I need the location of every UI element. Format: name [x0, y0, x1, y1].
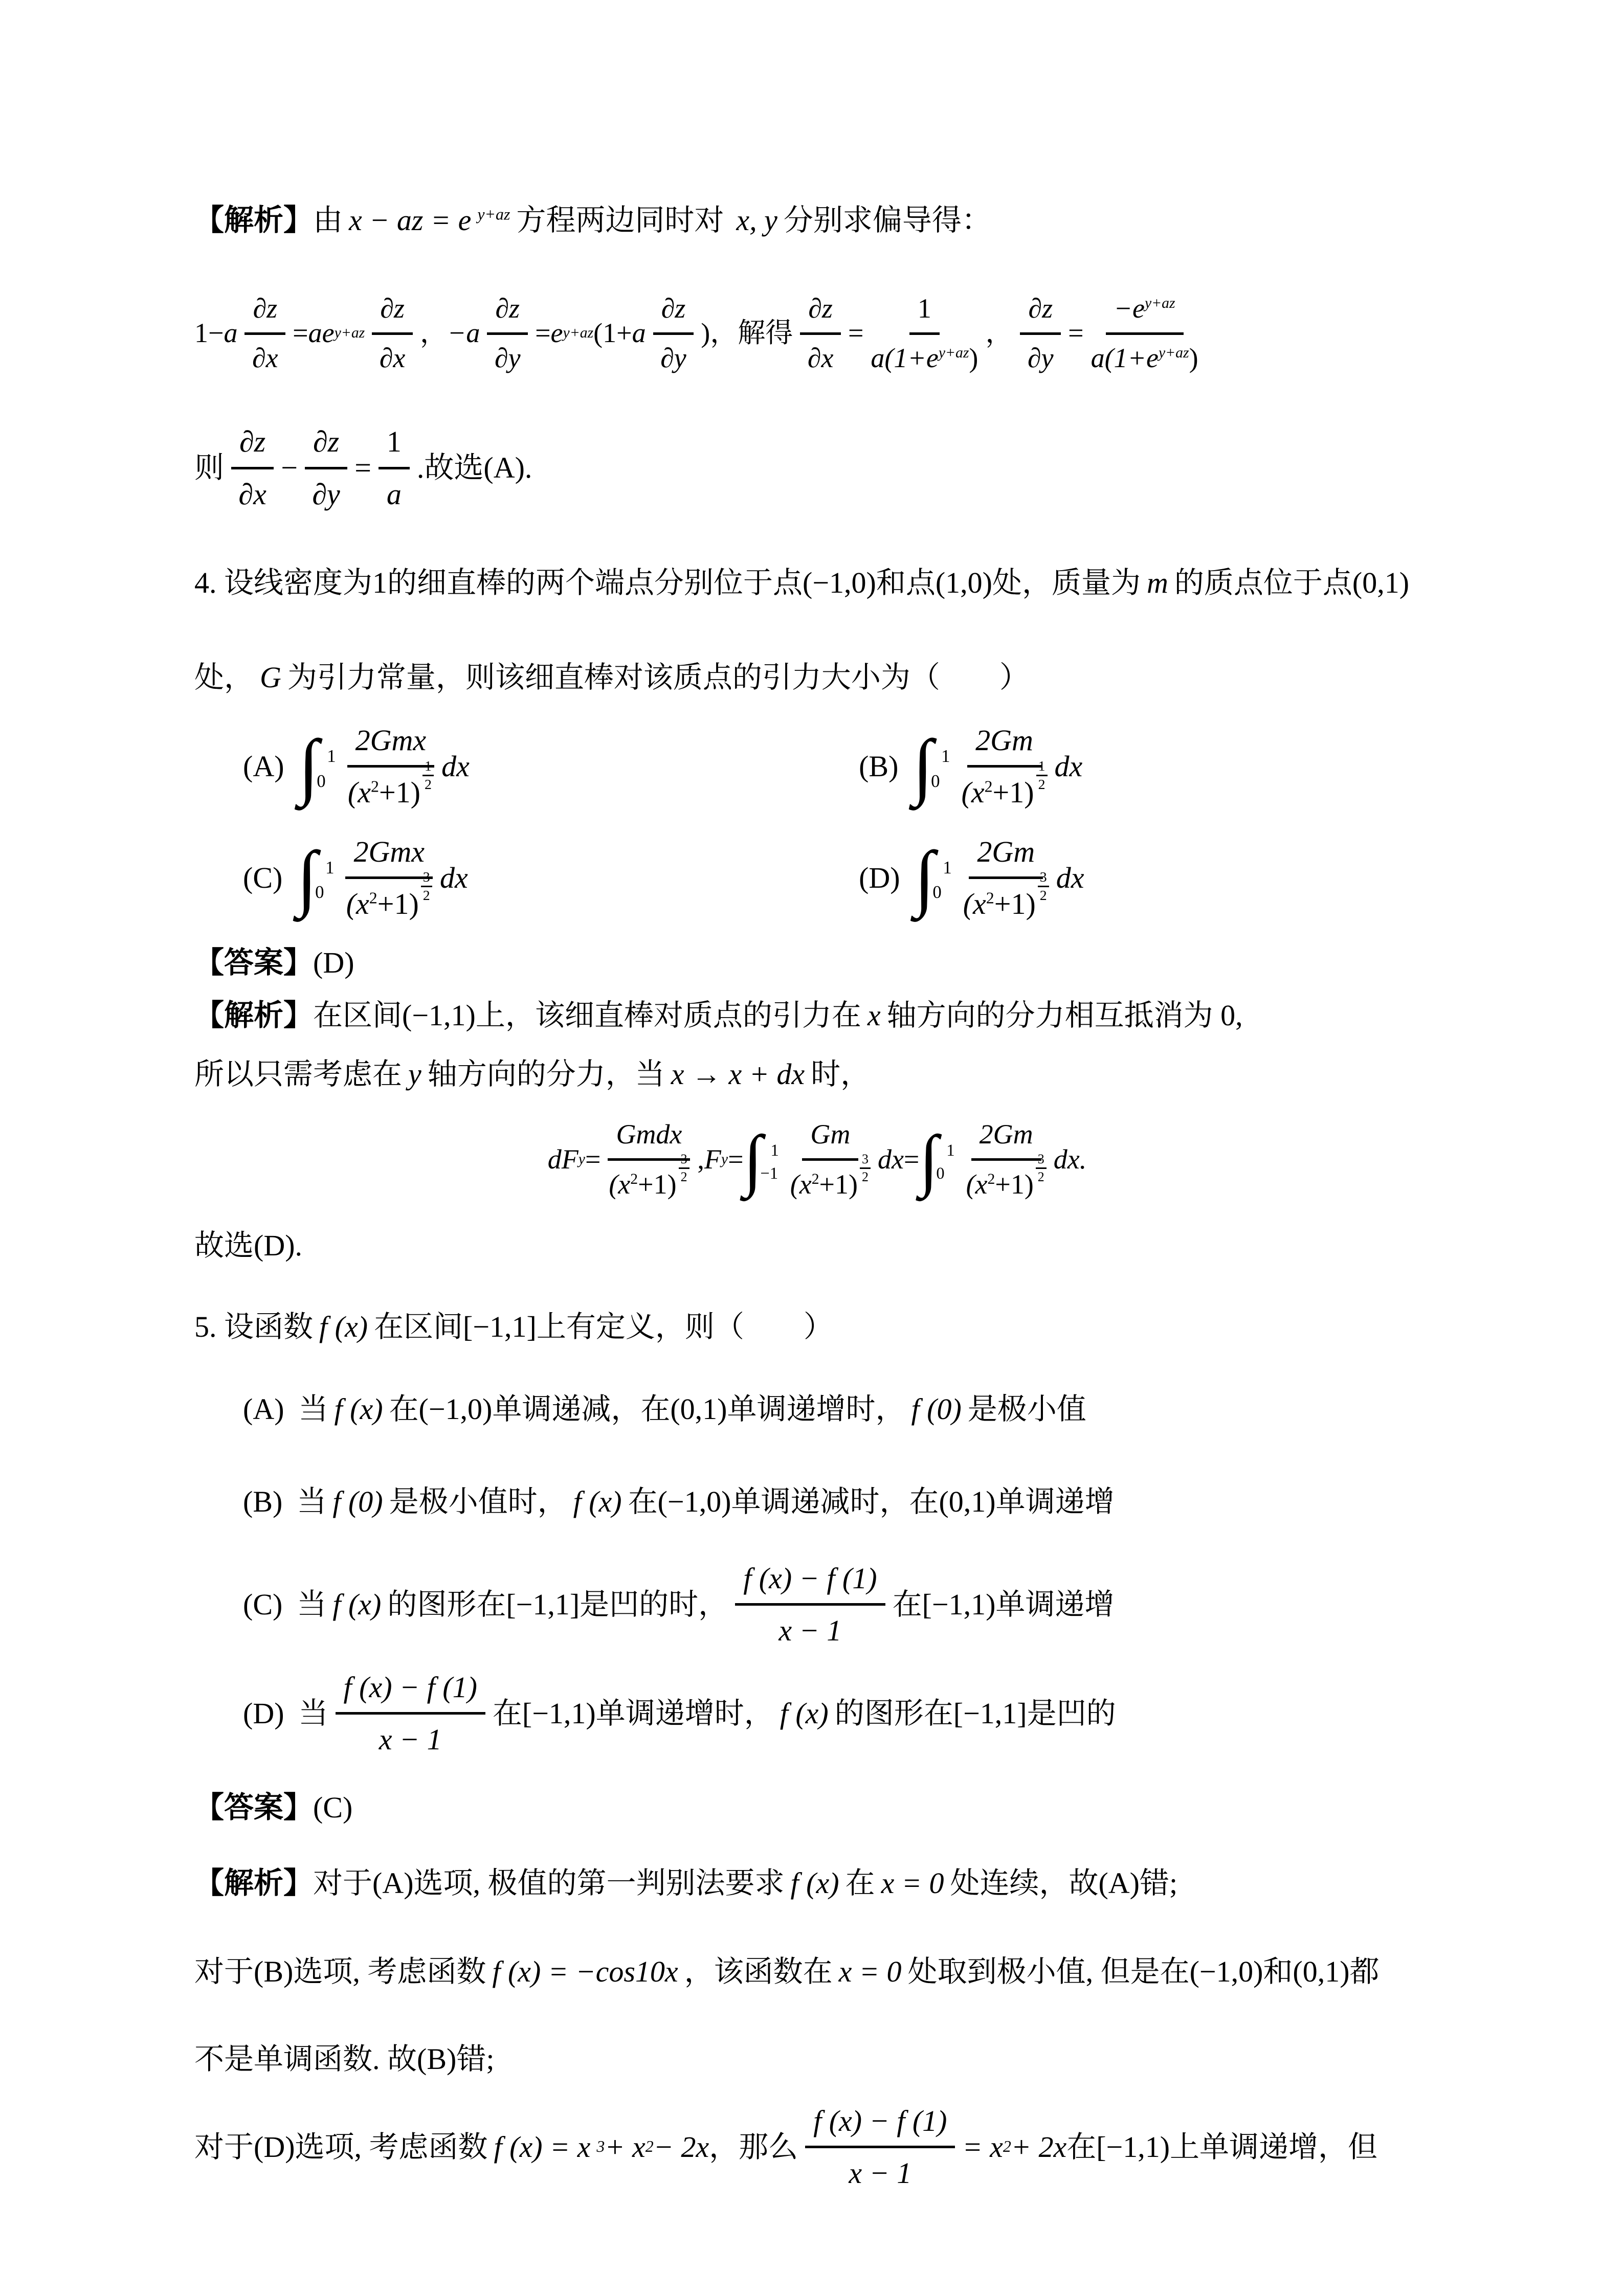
pow-den: 2	[1039, 888, 1047, 904]
math-run: dx	[441, 750, 470, 783]
integral	[914, 836, 956, 918]
comma: ，	[419, 318, 448, 349]
math-run: + 2x	[1011, 2130, 1067, 2164]
integral	[913, 725, 954, 807]
fraction	[487, 289, 528, 377]
text-run: 轴方向的分力，当	[427, 1057, 665, 1091]
text-run: ，该函数在	[684, 1954, 833, 1988]
math-run: a(1+e	[871, 342, 939, 373]
int-lower: −1	[760, 1164, 778, 1183]
integral-icon: ∫	[298, 725, 319, 807]
q4-option-d	[859, 831, 1440, 925]
math-run: f (x)	[780, 1697, 829, 1730]
equals: =	[1068, 318, 1084, 349]
frac-den	[347, 758, 434, 813]
int-upper: 1	[325, 857, 335, 877]
fraction	[966, 1115, 1047, 1204]
q4-conclusion	[194, 1225, 1440, 1266]
exponent: 2	[1003, 2137, 1011, 2156]
math-run: a	[224, 318, 238, 349]
integral-limits	[938, 1139, 954, 1181]
equals: =	[728, 1144, 744, 1175]
integral-limits	[315, 856, 335, 903]
text-run: 方程两边同时对	[516, 204, 724, 237]
math-run: x = 0	[881, 1866, 944, 1900]
frac-den: ∂x	[807, 342, 834, 373]
frac-num: ∂z	[231, 421, 274, 469]
text-run: 在(−1,0)单调递减时，在(0,1)单调递增	[628, 1485, 1115, 1519]
fraction	[305, 421, 347, 514]
frac-num: 2Gm	[967, 719, 1041, 768]
option-tag: (A)	[243, 750, 284, 783]
math-run: f (x) = x	[494, 2130, 591, 2164]
frac-num: ∂z	[800, 289, 841, 335]
text-run: 解得	[738, 318, 793, 349]
frac-num: 1	[379, 421, 410, 469]
q4-force-equation	[194, 1115, 1440, 1204]
answer-label: 【答案】	[194, 1791, 314, 1825]
math-run: a(1+e	[1091, 342, 1159, 373]
fraction	[790, 1115, 871, 1204]
frac-num: ∂z	[653, 289, 694, 335]
text-run: 在[−1,1)单调递增时，	[492, 1697, 774, 1730]
text-run: 不是单调函数. 故(B)错;	[194, 2042, 495, 2076]
math-run: +1)	[379, 776, 420, 809]
fraction	[963, 831, 1049, 925]
exponent: y+az	[938, 344, 969, 361]
fraction	[1091, 289, 1198, 377]
q5-stem	[194, 1306, 1440, 1347]
math-run: f (x)	[790, 1866, 839, 1900]
frac-den: ∂y	[494, 342, 521, 373]
power-fraction	[679, 1152, 689, 1183]
subscript: y	[578, 1151, 585, 1168]
text-run: 的图形在[−1,1]是凹的时，	[387, 1587, 728, 1621]
math-run: dx	[877, 1144, 904, 1175]
integral-limits	[931, 744, 950, 792]
pow-den: 2	[861, 1169, 869, 1184]
text-run: 对于(D)选项, 考虑函数	[194, 2130, 488, 2164]
frac-den: a	[386, 477, 402, 511]
q3-analysis-intro	[194, 199, 1440, 241]
math-run: f (x)	[573, 1485, 622, 1519]
math-run: f (0)	[911, 1392, 962, 1426]
frac-num: ∂z	[487, 289, 528, 335]
math-run: x − az = e	[349, 204, 472, 237]
fraction	[336, 1667, 485, 1760]
math-run: (x	[963, 887, 986, 920]
q5-analysis-line1	[194, 1862, 1440, 1904]
math-run: a	[632, 318, 646, 349]
math-run: (1+	[593, 318, 632, 349]
math-run: )	[701, 318, 710, 349]
q5-option-b	[194, 1481, 1440, 1522]
q4-stem-line1	[194, 562, 1440, 603]
int-lower: 0	[932, 882, 942, 903]
equals: =	[848, 318, 864, 349]
integral	[298, 725, 340, 807]
comma: ，	[985, 318, 1013, 349]
pow-num: 3	[1036, 1152, 1047, 1168]
math-run: f (0)	[332, 1485, 383, 1519]
option-tag: (C)	[243, 861, 283, 894]
q4-analysis-line2	[194, 1053, 1440, 1095]
q3-derivative-equation	[194, 289, 1440, 377]
power-fraction	[1036, 759, 1048, 792]
text-run: 时，	[811, 1057, 871, 1091]
math-run: (x	[347, 776, 371, 809]
fraction	[244, 289, 285, 377]
frac-num: Gm	[802, 1115, 858, 1161]
text-run: 是极小值	[967, 1392, 1086, 1426]
math-run: dx	[1054, 750, 1083, 783]
q5-option-c	[194, 1558, 1440, 1651]
math-run: f (x)	[334, 1392, 383, 1426]
q5-analysis-line3	[194, 2038, 1440, 2080]
frac-num: 2Gm	[971, 1115, 1041, 1161]
integral	[297, 836, 338, 918]
frac-num: f (x) − f (1)	[735, 1558, 885, 1606]
frac-den	[961, 758, 1048, 813]
analysis-label: 【解析】	[194, 204, 314, 237]
equals: =	[293, 318, 308, 349]
q4-option-b	[859, 719, 1440, 813]
exponent: y+az	[1158, 344, 1189, 361]
text-run: 在区间[−1,1]上有定义，则（ ）	[374, 1310, 833, 1344]
math-run: G	[260, 660, 281, 694]
fraction	[871, 289, 978, 377]
text-run: 处，	[194, 660, 254, 694]
analysis-label: 【解析】	[194, 1866, 314, 1900]
exponent: y+az	[1144, 295, 1175, 312]
text-run: 在(−1,0)单调递减，在(0,1)单调递增时，	[389, 1392, 905, 1426]
pow-den: 2	[1038, 776, 1045, 793]
integral-icon: ∫	[919, 1121, 939, 1198]
integral-icon: ∫	[743, 1121, 763, 1198]
frac-num: Gmdx	[608, 1115, 690, 1161]
answer-value: (D)	[313, 946, 354, 979]
pow-num: 3	[679, 1152, 689, 1168]
exponent: y+az	[477, 205, 510, 223]
text-run: 处取到极小值, 但是在(−1,0)和(0,1)都	[907, 1954, 1380, 1988]
frac-den	[346, 869, 432, 925]
math-run: )	[1189, 342, 1198, 373]
text-run: 的质点位于点(0,1)	[1174, 566, 1410, 599]
math-run: (x	[790, 1169, 812, 1200]
math-run: y	[408, 1057, 421, 1091]
int-upper: 1	[770, 1141, 779, 1160]
math-run: −a	[447, 318, 480, 349]
text-run: 在[−1,1)单调递增	[892, 1587, 1115, 1621]
math-run: +1)	[819, 1169, 858, 1200]
math-run: x = 0	[838, 1954, 902, 1988]
math-run: (x	[961, 776, 985, 809]
text-run: 的图形在[−1,1]是凹的	[834, 1697, 1116, 1730]
frac-num: 1	[909, 289, 940, 335]
power-fraction	[421, 870, 432, 903]
q4-options	[194, 719, 1440, 925]
math-run: (x	[609, 1169, 631, 1200]
integral-icon: ∫	[913, 725, 933, 807]
math-run: (x	[346, 887, 369, 920]
frac-den: ∂x	[238, 477, 266, 511]
frac-num: ∂z	[372, 289, 413, 335]
math-run: dx	[1056, 861, 1084, 894]
math-run: 1−	[194, 318, 224, 349]
math-run: dx	[439, 861, 468, 894]
text-run: .故选(A).	[416, 451, 532, 485]
math-run: x → x + dx	[671, 1057, 805, 1091]
frac-den: ∂x	[379, 342, 406, 373]
option-tag: (C)	[243, 1587, 283, 1621]
math-run: +1)	[995, 1169, 1034, 1200]
frac-num: 2Gmx	[347, 719, 435, 768]
int-upper: 1	[327, 746, 336, 767]
text-run: 在[−1,1)上单调递增，但	[1066, 2130, 1378, 2164]
pow-den: 2	[424, 776, 432, 793]
text-run: 对于(A)选项, 极值的第一判别法要求	[313, 1866, 785, 1900]
exponent: 2	[811, 1171, 819, 1188]
frac-den: ∂x	[252, 342, 278, 373]
q5-analysis-line2	[194, 1951, 1440, 1992]
text-run: 处连续，故(A)错;	[950, 1866, 1178, 1900]
math-run: +1)	[377, 887, 419, 920]
power-fraction	[1036, 1152, 1047, 1183]
math-run: e	[550, 318, 563, 349]
option-tag: (D)	[243, 1697, 284, 1730]
answer-value: (C)	[313, 1791, 353, 1825]
math-run: +1)	[992, 776, 1034, 809]
exponent: 2	[987, 1171, 995, 1188]
equals: =	[354, 451, 371, 485]
int-upper: 1	[943, 857, 952, 877]
text-run: 故选(D).	[194, 1228, 303, 1262]
math-run: f (x) = −cos10x	[492, 1954, 678, 1988]
exponent: 2	[370, 777, 379, 796]
fraction	[608, 1115, 690, 1204]
pow-num: 1	[1036, 759, 1048, 776]
text-run: 对于(B)选项, 考虑函数	[194, 1954, 486, 1988]
exponent: 2	[369, 889, 377, 907]
fraction	[800, 289, 841, 377]
integral	[919, 1121, 959, 1198]
pow-num: 1	[422, 759, 434, 776]
text-run: 所以只需考虑在	[194, 1057, 403, 1091]
text-run: 当	[297, 1485, 327, 1519]
int-lower: 0	[315, 882, 324, 903]
exponent: y+az	[563, 325, 594, 342]
text-run: 则	[194, 451, 225, 485]
pow-num: 3	[421, 870, 432, 887]
option-tag: (B)	[859, 750, 899, 783]
math-run: dx.	[1053, 1144, 1087, 1175]
integral	[743, 1121, 783, 1198]
text-run: ，那么	[709, 2130, 798, 2164]
q4-analysis-line1	[194, 995, 1440, 1036]
integral-icon: ∫	[297, 836, 318, 918]
subscript: y	[721, 1151, 728, 1168]
integral-limits	[932, 856, 952, 903]
frac-den	[871, 335, 978, 378]
frac-den: x − 1	[778, 1613, 842, 1647]
option-tag: (A)	[243, 1392, 284, 1426]
text-run: 为引力常量，则该细直棒对该质点的引力大小为（ ）	[287, 660, 1029, 694]
int-upper: 1	[946, 1141, 955, 1160]
fraction	[345, 831, 433, 925]
text-run: 5. 设函数	[194, 1310, 314, 1344]
math-run: + x	[605, 2130, 646, 2164]
math-run: f (x)	[319, 1310, 368, 1344]
text-run: 是极小值时，	[389, 1485, 567, 1519]
q3-conclusion	[194, 421, 1440, 514]
math-run: f (x)	[332, 1587, 382, 1621]
q4-stem-line2	[194, 657, 1440, 698]
fraction	[962, 719, 1048, 813]
exponent: y+az	[334, 325, 365, 342]
exponent: 2	[645, 2137, 654, 2156]
answer-label: 【答案】	[194, 946, 314, 979]
q4-answer	[194, 942, 1440, 983]
comma: ,	[697, 1144, 704, 1175]
power-fraction	[1038, 870, 1049, 903]
int-lower: 0	[936, 1164, 945, 1183]
q5-option-d	[194, 1667, 1440, 1760]
frac-den: ∂y	[312, 477, 340, 511]
math-run: ae	[308, 318, 335, 349]
fraction	[735, 1558, 885, 1651]
frac-den	[966, 1152, 1047, 1204]
fraction	[805, 2100, 955, 2194]
int-lower: 0	[931, 771, 940, 792]
frac-num: ∂z	[1020, 289, 1061, 335]
frac-num: 2Gm	[969, 831, 1043, 879]
pow-num: 3	[1038, 870, 1049, 887]
equals: =	[535, 318, 551, 349]
q5-option-a	[194, 1388, 1440, 1430]
frac-num: f (x) − f (1)	[805, 2100, 955, 2148]
fraction	[372, 289, 413, 377]
math-run: F	[704, 1144, 721, 1175]
exponent: 2	[630, 1171, 638, 1188]
pow-den: 2	[422, 888, 430, 904]
frac-num: ∂z	[244, 289, 285, 335]
integral-limits	[317, 744, 336, 792]
frac-den	[790, 1152, 871, 1204]
pow-num: 3	[860, 1152, 871, 1168]
math-run: dF	[547, 1144, 579, 1175]
frac-num: ∂z	[305, 421, 347, 469]
math-run: −e	[1114, 293, 1145, 324]
math-run: +1)	[994, 887, 1036, 920]
analysis-label: 【解析】	[194, 999, 314, 1032]
fraction	[231, 421, 274, 514]
text-run: 在	[845, 1866, 875, 1900]
fraction	[653, 289, 694, 377]
int-lower: 0	[317, 771, 326, 792]
option-tag: (B)	[243, 1485, 283, 1519]
frac-den	[963, 869, 1049, 925]
math-run: = x	[962, 2130, 1003, 2164]
frac-num: 2Gmx	[345, 831, 433, 879]
text-run: 当	[298, 1697, 328, 1730]
math-run: − 2x	[653, 2130, 709, 2164]
frac-num	[1106, 289, 1184, 335]
integral-limits	[760, 1139, 779, 1183]
frac-num: f (x) − f (1)	[336, 1667, 485, 1715]
frac-den: x − 1	[849, 2156, 912, 2190]
math-run: x, y	[736, 204, 777, 237]
math-run: x	[867, 999, 881, 1032]
equals: =	[903, 1144, 920, 1175]
text-run: 在区间(−1,1)上，该细直棒对质点的引力在	[313, 999, 861, 1032]
text-run: 当	[297, 1587, 327, 1621]
frac-den: ∂y	[660, 342, 686, 373]
fraction	[379, 421, 410, 514]
q4-option-a	[243, 719, 859, 813]
pow-den: 2	[680, 1169, 687, 1184]
integral-icon: ∫	[914, 836, 935, 918]
power-fraction	[860, 1152, 871, 1183]
pow-den: 2	[1037, 1169, 1044, 1184]
math-run: )	[969, 342, 978, 373]
frac-den: ∂y	[1027, 342, 1054, 373]
q5-answer	[194, 1787, 1440, 1828]
math-run: +1)	[638, 1169, 677, 1200]
power-fraction	[422, 759, 434, 792]
text-run: 轴方向的分力相互抵消为 0,	[886, 999, 1243, 1032]
text-run: 分别求偏导得：	[783, 204, 991, 237]
exponent: 2	[986, 889, 994, 907]
exponent: 2	[984, 777, 993, 796]
int-upper: 1	[941, 746, 950, 767]
math-run: (x	[966, 1169, 988, 1200]
frac-den: x − 1	[379, 1723, 442, 1757]
math-run: m	[1146, 566, 1168, 599]
text-run: 由	[313, 204, 343, 237]
frac-den	[609, 1152, 689, 1204]
q4-option-c	[243, 831, 859, 925]
exponent: 3	[596, 2137, 605, 2156]
minus: −	[281, 451, 298, 485]
q5-analysis-line4	[194, 2100, 1440, 2194]
equals: =	[585, 1144, 601, 1175]
frac-den	[1091, 335, 1198, 378]
fraction	[1020, 289, 1061, 377]
fraction	[347, 719, 435, 813]
text-run: 当	[298, 1392, 328, 1426]
option-tag: (D)	[859, 861, 900, 894]
text-run: 4. 设线密度为1的细直棒的两个端点分别位于点(−1,0)和点(1,0)处，质量为	[194, 566, 1141, 599]
comma: ，	[710, 318, 738, 349]
